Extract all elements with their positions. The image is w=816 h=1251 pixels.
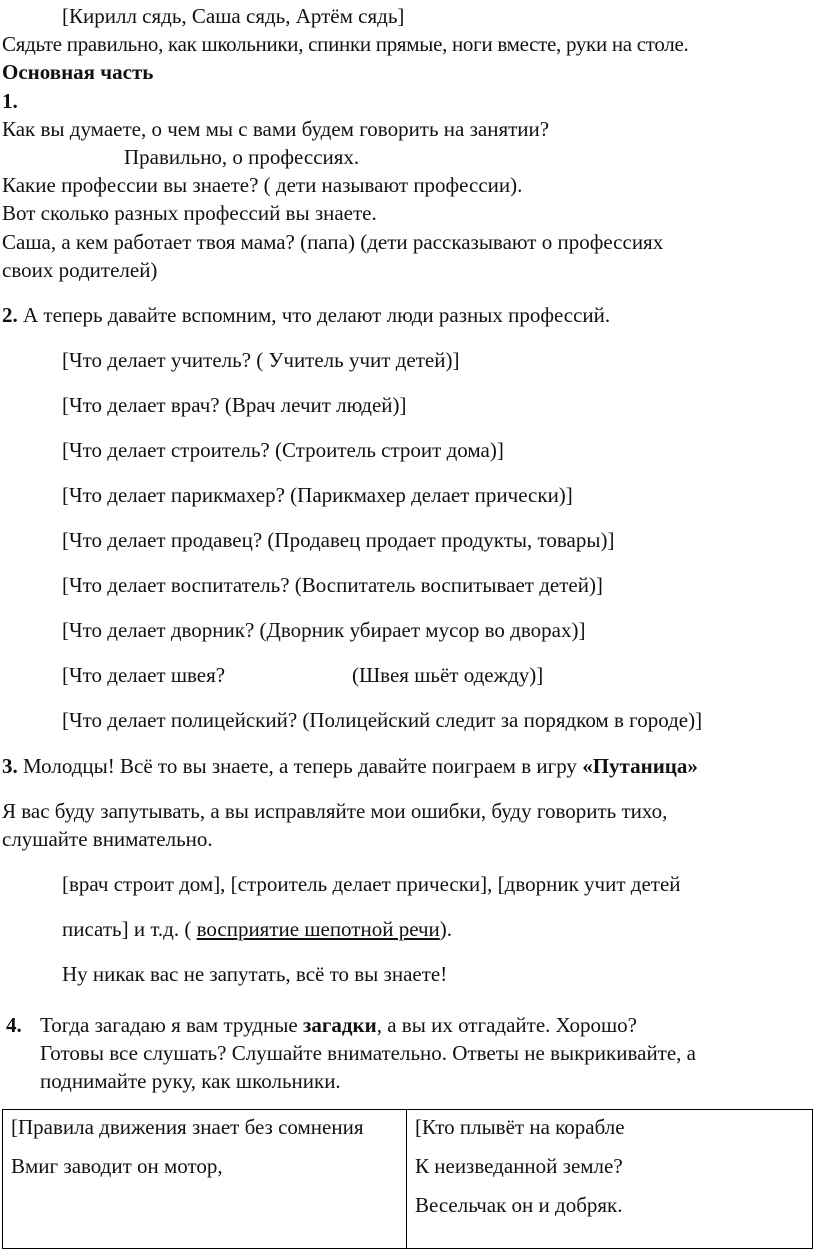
section-1-line-6: своих родителей) [2, 258, 158, 282]
riddle-right-line-2: К неизведанной земле? [415, 1154, 623, 1178]
section-1-line-2: Правильно, о профессиях. [124, 145, 360, 169]
question-doctor: [Что делает врач? (Врач лечит людей)] [62, 393, 407, 417]
question-policeman: [Что делает полицейский? (Полицейский следит за порядком в городе)] [62, 708, 703, 732]
section-4-line-2: Готовы все слушать? Слушайте внимательно. Ответы не выкрикивайте, а [40, 1041, 697, 1065]
riddles-table [2, 1109, 813, 1249]
section-1-line-5: Саша, а кем работает твоя мама? (папа) (дети рассказывают о профессиях [2, 230, 664, 254]
riddle-cell-right [407, 1110, 813, 1249]
riddle-right-line-3: Весельчак он и добряк. [415, 1193, 623, 1217]
section-4-line-1: Тогда загадаю я вам трудные загадки, а вы их отгадайте. Хорошо? [40, 1013, 637, 1037]
section-1-line-3: Какие профессии вы знаете? ( дети называют профессии). [2, 173, 523, 197]
section-3-para-line-1: Я вас буду запутывать, а вы исправляйте мои ошибки, буду говорить тихо, [2, 799, 668, 823]
riddle-cell-left [3, 1110, 407, 1249]
question-teacher: [Что делает учитель? ( Учитель учит детей)] [62, 348, 460, 372]
question-hairdresser: [Что делает парикмахер? (Парикмахер делает прически)] [62, 483, 573, 507]
question-janitor: [Что делает дворник? (Дворник убирает мусор во дворах)] [62, 618, 586, 642]
question-seller: [Что делает продавец? (Продавец продает продукты, товары)] [62, 528, 615, 552]
section-2-intro: 2. А теперь давайте вспомним, что делают люди разных профессий. [2, 303, 611, 327]
riddle-left-line-2: Вмиг заводит он мотор, [11, 1154, 223, 1178]
section-3-example-line-2: писать] и т.д. ( восприятие шепотной речи). [62, 917, 453, 941]
riddles-row [3, 1110, 813, 1249]
section-3-example-line-1: [врач строит дом], [строитель делает прически], [дворник учит детей [62, 872, 681, 896]
riddle-right-line-1: [Кто плывёт на корабле [415, 1115, 625, 1139]
question-seamstress: [Что делает швея? [62, 663, 226, 687]
riddle-left-line-1: [Правила движения знает без сомнения [11, 1115, 364, 1139]
section-4-line-3: поднимайте руку, как школьники. [40, 1069, 341, 1093]
section-3-para-line-2: слушайте внимательно. [2, 827, 213, 851]
question-educator: [Что делает воспитатель? (Воспитатель воспитывает детей)] [62, 573, 603, 597]
section-3-closing: Ну никак вас не запутать, всё то вы знаете! [62, 962, 448, 986]
question-builder: [Что делает строитель? (Строитель строит дома)] [62, 438, 504, 462]
section-1-number: 1. [2, 89, 18, 113]
main-heading: Основная часть [2, 60, 154, 84]
intro-line-1: [Кирилл сядь, Саша сядь, Артём сядь] [62, 4, 405, 28]
intro-line-2: Сядьте правильно, как школьники, спинки прямые, ноги вместе, руки на столе. [2, 32, 689, 56]
answer-seamstress: (Швея шьёт одежду)] [352, 663, 544, 687]
section-1-line-1: Как вы думаете, о чем мы с вами будем говорить на занятии? [2, 117, 550, 141]
section-1-line-4: Вот сколько разных профессий вы знаете. [2, 201, 377, 225]
section-3-intro: 3. Молодцы! Всё то вы знаете, а теперь давайте поиграем в игру «Путаница» [2, 754, 698, 778]
section-4-number: 4. [6, 1013, 22, 1037]
